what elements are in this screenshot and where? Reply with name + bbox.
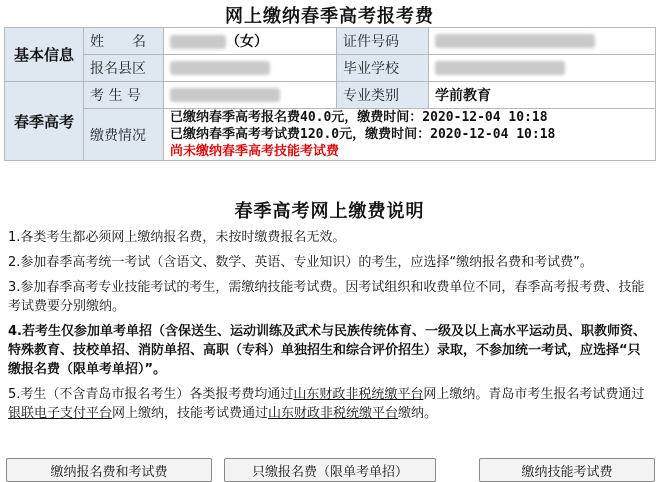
county-value (164, 55, 337, 82)
exam-number-label: 考 生 号 (84, 82, 164, 109)
page-title: 网上缴纳春季高考报考费 (225, 6, 434, 27)
instructions-title: 春季高考网上缴费说明 (234, 201, 425, 222)
redacted-id (435, 34, 595, 48)
major-label: 专业类别 (337, 82, 429, 109)
payment-status-label: 缴费情况 (84, 109, 164, 161)
redacted-name (170, 35, 226, 49)
name-value (164, 28, 337, 55)
redacted-exam-number (170, 88, 280, 102)
instruction-5-text-d: 缴纳。 (398, 406, 438, 421)
instruction-item-3: 3.参加春季高考专业技能考试的考生，需缴纳技能考试费。因考试组织和收费单位不同，春季高考报考费、技能考试费要分别缴纳。 (8, 280, 645, 314)
payment-line-exam: 已缴纳春季高考考试费120.0元，缴费时间：2020-12-04 10:18 (170, 127, 556, 142)
county-label: 报名县区 (84, 55, 164, 82)
exam-number-value (164, 82, 337, 109)
major-value: 学前教育 (429, 82, 656, 109)
pay-registration-and-exam-fee-button[interactable]: 缴纳报名费和考试费 (6, 458, 212, 482)
gender-text: （女） (226, 34, 268, 50)
instruction-item-4: 4.若考生仅参加单考单招（含保送生、运动训练及武术与民族传统体育、一级及以上高水平运动员、职教师资、特殊教育、技校单招、消防单招、高职（专科）单独招生和综合评价招生）录取，不参加统一考试，应选择“只缴报名费（限单考单招）”。 (8, 324, 646, 377)
student-info-table (4, 27, 656, 161)
instruction-item-5 (8, 385, 653, 423)
instructions-list (8, 228, 653, 429)
payment-status-value (164, 109, 656, 161)
redacted-county (170, 61, 270, 75)
pay-skill-exam-fee-button[interactable]: 缴纳技能考试费 (479, 458, 655, 482)
instruction-5-text-a: 5.考生（不含青岛市报名考生）各类报考费均通过 (8, 387, 294, 402)
pay-registration-fee-only-button[interactable]: 只缴报名费（限单考单招） (224, 458, 436, 482)
instruction-5-text-c: 网上缴纳，技能考试费通过 (112, 406, 269, 421)
link-shandong-finance-platform-1[interactable]: 山东财政非税统缴平台 (293, 387, 424, 402)
payment-line-registration: 已缴纳春季高考报名费40.0元，缴费时间：2020-12-04 10:18 (170, 110, 548, 125)
id-number-label: 证件号码 (337, 28, 429, 55)
id-number-value (429, 28, 656, 55)
payment-line-skill-unpaid: 尚未缴纳春季高考技能考试费 (170, 144, 340, 159)
name-label: 姓 名 (84, 28, 164, 55)
basic-info-section-label: 基本信息 (5, 28, 84, 82)
school-label: 毕业学校 (337, 55, 429, 82)
instruction-5-text-b: 网上缴纳。青岛市考生报名考试费通过 (423, 387, 645, 402)
spring-exam-section-label: 春季高考 (5, 82, 84, 161)
instruction-item-2: 2.参加春季高考统一考试（含语文、数学、英语、专业知识）的考生，应选择“缴纳报名费和考试费”。 (8, 255, 593, 270)
instruction-item-1: 1.各类考生都必须网上缴纳报名费，未按时缴费报名无效。 (8, 230, 346, 245)
link-unionpay-platform[interactable]: 银联电子支付平台 (8, 406, 113, 421)
link-shandong-finance-platform-2[interactable]: 山东财政非税统缴平台 (268, 406, 399, 421)
redacted-school (435, 61, 565, 75)
school-value (429, 55, 656, 82)
